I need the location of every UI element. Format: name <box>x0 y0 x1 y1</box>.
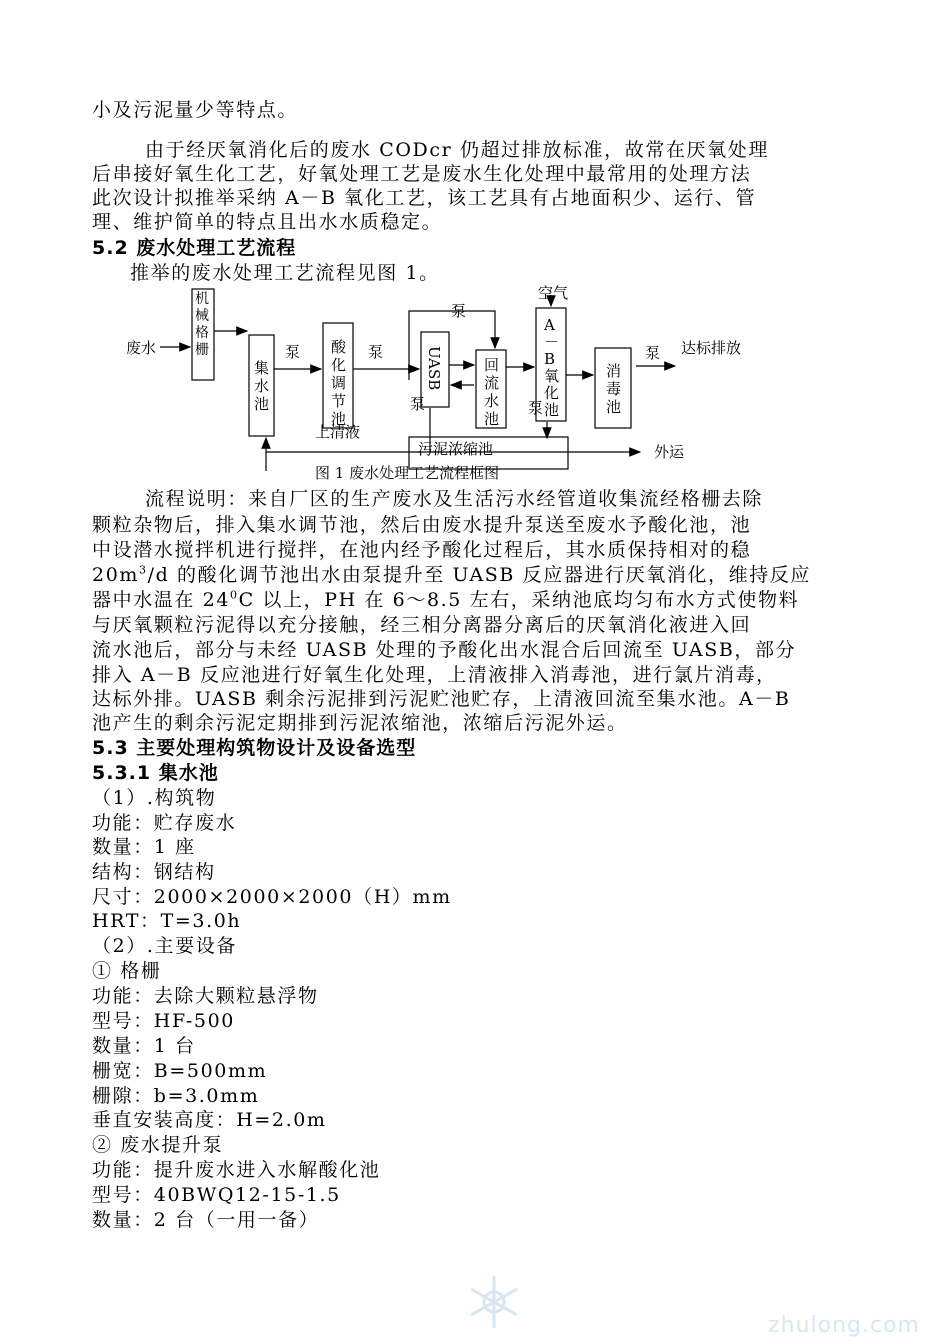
list-item: 功能：提升废水进入水解酸化池 <box>92 1159 381 1181</box>
paragraph-line: 流程说明：来自厂区的生产废水及生活污水经管道收集流经格栅去除 <box>145 488 764 510</box>
tank-label-char: 氧 <box>544 367 560 385</box>
figure-caption: 图 1 废水处理工艺流程框图 <box>315 464 500 482</box>
superscript: 3 <box>139 563 148 577</box>
subsection-heading-5-3-1: 5.3.1 集水池 <box>92 762 219 784</box>
label-air: 空气 <box>538 284 569 302</box>
tank-label-char: B <box>544 350 556 368</box>
tank-label-char: 酸 <box>331 338 347 356</box>
tank-label-char: A <box>544 316 555 334</box>
list-item: 功能：去除大颗粒悬浮物 <box>92 985 319 1007</box>
tank-label-char: 池 <box>331 410 347 428</box>
list-item: 数量：1 台 <box>92 1035 196 1057</box>
paragraph-line: 颗粒杂物后，排入集水调节池，然后由废水提升泵送至废水予酸化池，池 <box>92 514 752 536</box>
paragraph-line <box>92 563 811 587</box>
tank-label-char: 池 <box>544 401 560 419</box>
label-sludge-tank: 污泥浓缩池 <box>418 440 494 458</box>
tank-label-char: 节 <box>331 392 347 410</box>
list-item: 型号：40BWQ12-15-1.5 <box>92 1184 341 1206</box>
grille-char: 栅 <box>195 342 209 358</box>
label-collection-tank <box>254 359 269 413</box>
tank-label-char: 池 <box>484 410 500 428</box>
text-run: 器中水温在 24 <box>92 589 231 611</box>
list-item: 数量：1 座 <box>92 836 196 858</box>
tank-label-char: 流 <box>484 374 500 392</box>
label-supernatant: 上清液 <box>315 423 361 441</box>
paragraph-line: 中设潜水搅拌机进行搅拌，在池内经予酸化过程后，其水质保持相对的稳 <box>92 539 752 561</box>
label-ab-tank <box>543 316 559 419</box>
label-pump-6: 泵 <box>645 344 661 362</box>
list-item: 型号：HF-500 <box>92 1010 235 1032</box>
tank-label-char: 池 <box>254 395 270 413</box>
label-uasb: UASB <box>425 346 443 391</box>
paragraph-line: 达标外排。UASB 剩余污泥排到污泥贮池贮存，上清液回流至集水池。A－B <box>92 688 791 710</box>
paragraph-line: 此次设计拟推举采纳 A－B 氧化工艺，该工艺具有占地面积少、运行、管 <box>92 187 757 209</box>
tank-label-char: 化 <box>544 384 560 402</box>
label-pump-5: 泵 <box>528 399 544 417</box>
watermark-text: zhulong.com <box>768 1313 920 1338</box>
list-item: 功能：贮存废水 <box>92 812 237 834</box>
tank-label-char: － <box>544 333 560 351</box>
label-disinfect-tank <box>606 362 621 416</box>
section-heading-5-3: 5.3 主要处理构筑物设计及设备选型 <box>92 737 417 759</box>
label-pump-3: 泵 <box>451 302 467 320</box>
text-run: /d 的酸化调节池出水由泵提升至 UASB 反应器进行厌氧消化，维持反应 <box>147 564 812 586</box>
tank-label-char: 化 <box>331 356 347 374</box>
process-flow-diagram <box>0 0 950 500</box>
list-item: HRT：T=3.0h <box>92 910 242 932</box>
list-item: ② 废水提升泵 <box>92 1134 224 1156</box>
paragraph-line: 后串接好氧生化工艺，好氧处理工艺是废水生化处理中最常用的处理方法 <box>92 163 752 185</box>
tank-label-char: 回 <box>484 356 500 374</box>
list-item: 栅宽：B=500mm <box>92 1060 268 1082</box>
paragraph-line: 小及污泥量少等特点。 <box>92 99 299 121</box>
list-item: 垂直安装高度：H=2.0m <box>92 1109 327 1131</box>
tank-label-char: 调 <box>331 374 347 392</box>
list-item: 结构：钢结构 <box>92 861 216 883</box>
text-run: 20m <box>92 564 139 586</box>
paragraph-line: 池产生的剩余污泥定期排到污泥浓缩池，浓缩后污泥外运。 <box>92 712 628 734</box>
label-wastewater: 废水 <box>126 339 157 357</box>
text-run: C 以上，PH 在 6～8.5 左右，采纳池底均匀布水方式使物料 <box>238 589 800 611</box>
paragraph-line: 与厌氧颗粒污泥得以充分接触，经三相分离器分离后的厌氧消化液进入回 <box>92 614 752 636</box>
list-item: 栅隙：b=3.0mm <box>92 1085 260 1107</box>
tank-label-char: 集 <box>254 359 270 377</box>
list-item: （1）.构筑物 <box>92 787 217 809</box>
label-outside: 外运 <box>654 443 685 461</box>
list-item: 数量：2 台（一用一备） <box>92 1209 320 1231</box>
snowflake-watermark-icon <box>462 1270 526 1334</box>
label-discharge: 达标排放 <box>681 339 742 357</box>
grille-char: 格 <box>195 325 209 341</box>
label-pump-4: 泵 <box>410 395 426 413</box>
label-pump-2: 泵 <box>368 343 384 361</box>
list-item: ① 格栅 <box>92 960 162 982</box>
superscript: 0 <box>230 588 239 602</box>
tank-label-char: 池 <box>606 398 622 416</box>
grille-char: 机 <box>195 291 209 307</box>
label-backflow-tank <box>484 356 499 428</box>
label-acid-tank <box>331 338 347 428</box>
list-item: 尺寸：2000×2000×2000（H）mm <box>92 886 452 908</box>
label-grille <box>195 290 209 358</box>
paragraph-line <box>92 588 799 612</box>
paragraph-line: 推举的废水处理工艺流程见图 1。 <box>130 262 440 284</box>
grille-char: 械 <box>195 308 209 324</box>
tank-label-char: 消 <box>606 362 622 380</box>
paragraph-line: 理、维护简单的特点且出水水质稳定。 <box>92 211 443 233</box>
list-item: （2）.主要设备 <box>92 935 237 957</box>
tank-label-char: 水 <box>254 377 270 395</box>
tank-label-char: 水 <box>484 392 500 410</box>
label-pump-1: 泵 <box>285 343 301 361</box>
paragraph-line: 流水池后，部分与未经 UASB 处理的予酸化出水混合后回流至 UASB，部分 <box>92 639 797 661</box>
paragraph-line: 排入 A－B 反应池进行好氧生化处理，上清液排入消毒池，进行氯片消毒， <box>92 664 777 686</box>
paragraph-line: 由于经厌氧消化后的废水 CODcr 仍超过排放标准，故常在厌氧处理 <box>145 139 769 161</box>
section-heading-5-2: 5.2 废水处理工艺流程 <box>92 237 297 259</box>
tank-label-char: 毒 <box>606 380 622 398</box>
